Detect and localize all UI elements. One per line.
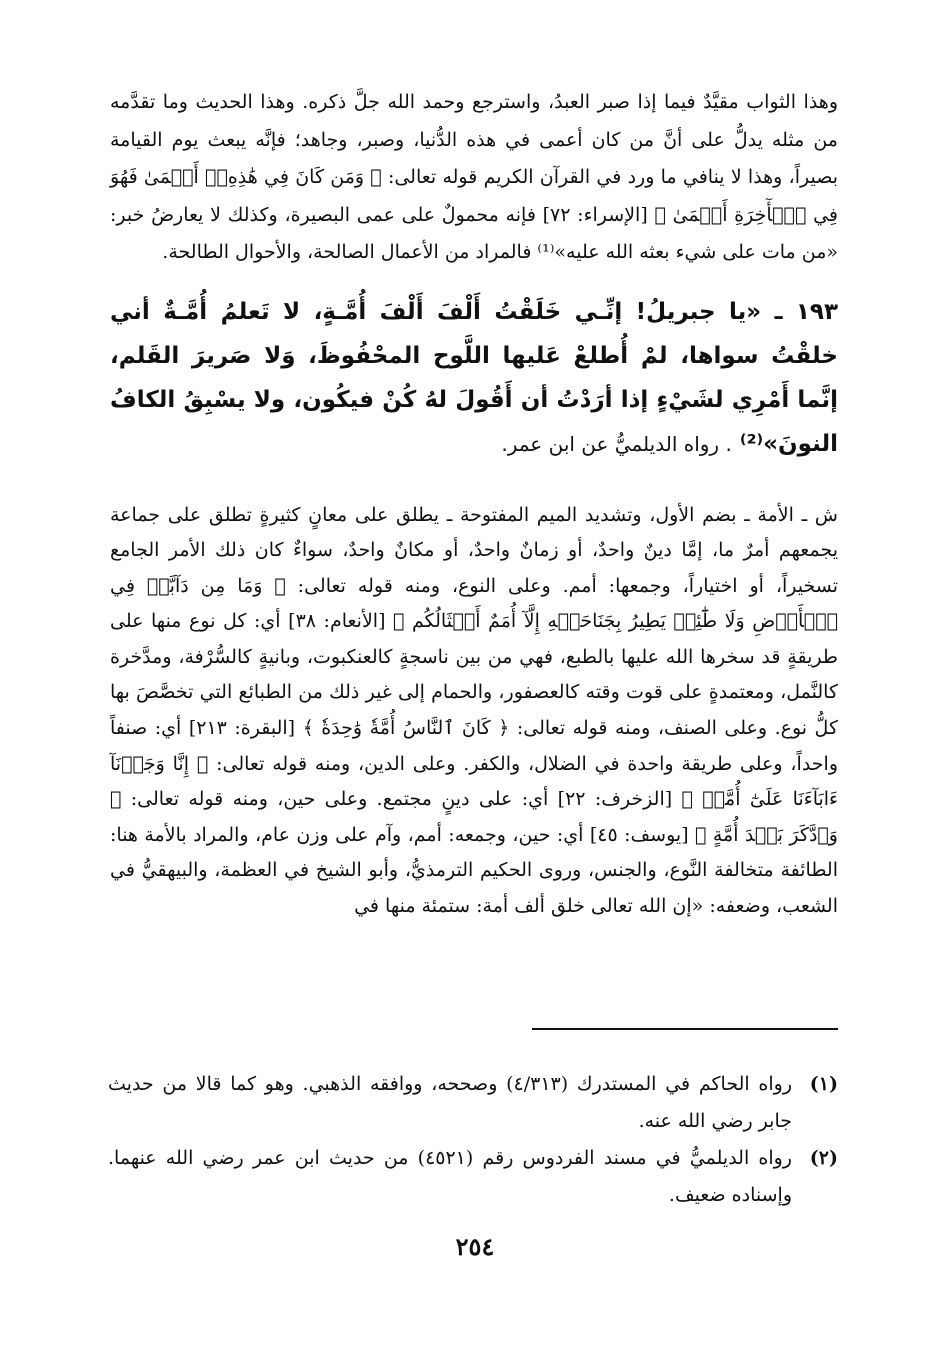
footnote-number: (٢) [809, 1147, 838, 1169]
footnotes [108, 1066, 838, 1214]
page-number: ٢٥٤ [455, 1232, 495, 1261]
intro-paragraph: وهذا الثواب مقيَّدٌ فيما إذا صبر العبدُ، واسترجع وحمد الله جلَّ ذكره. وهذا الحديث وما تقدَّمه من مثله يدلُّ على أنَّ من كان أعمى في هذه الدُّنيا، وصبر، وجاهد؛ فإنَّه يبعث يوم القيامة بصيراً، وهذا لا ينافي ما ورد في القرآن الكريم قوله تعالى: ﴿ وَمَن كَانَ فِي هَٰذِهِۦٓ أَعۡمَىٰ فَهُوَ فِي ٱلۡأٓخِرَةِ أَعۡمَىٰ ﴾ [الإسراء: ٧٢] فإنه محمولٌ على عمى البصيرة، وكذلك لا يعارضُ خبر: «من مات على شيء بعثه الله عليه»⁽¹⁾ فالمراد من الأعمال الصالحة، والأحوال الطالحة. [110, 91, 838, 263]
footnote-text: رواه الحاكم في المستدرك (٤/٣١٣) وصححه، ووافقه الذهبي. وهو كما قالا من حديث جابر رضي الله عنه. [108, 1073, 793, 1132]
footnote-divider [532, 1028, 838, 1030]
hadith-source: . رواه الديلميُّ عن ابن عمر. [501, 431, 732, 456]
page-body [110, 84, 838, 944]
commentary-paragraph: ش ـ الأمة ـ بضم الأول، وتشديد الميم المفتوحة ـ يطلق على معانٍ كثيرةٍ تطلق على جماعة يجمعهم أمرٌ ما، إمَّا دينٌ واحدٌ، أو زمانٌ واحدٌ، أو مكانٌ واحدٌ، سواءٌ كان ذلك الأمر الجامع تسخيراً، أو اختياراً، وجمعها: أمم. وعلى النوع، ومنه قوله تعالى: ﴿ وَمَا مِن دَآبَّةٖ فِي ٱلۡأَرۡضِ وَلَا طَٰٓئِرٖ يَطِيرُ بِجَنَاحَيۡهِ إِلَّآ أُمَمٌ أَمۡثَالُكُم ﴾ [الأنعام: ٣٨] أي: كل نوع منها على طريقةٍ قد سخرها الله عليها بالطبع، فهي من بين ناسجةٍ كالعنكبوت، وبانيةٍ كالسُّرْفة، ومدَّخرة كالنَّمل، ومعتمدةٍ على قوت وقته كالعصفور، والحمام إلى غير ذلك من الطبائع التي تخصَّصَ بها كلُّ نوع. وعلى الصنف، ومنه قوله تعالى: ﴿ كَانَ ٱلنَّاسُ أُمَّةٗ وَٰحِدَةٗ ﴾ [البقرة: ٢١٣] أي: صنفاً واحداً، وعلى طريقة واحدة في الضلال، والكفر. وعلى الدين، ومنه قوله تعالى: ﴿ إِنَّا وَجَدۡنَآ ءَابَآءَنَا عَلَىٰٓ أُمَّةٖ ﴾ [الزخرف: ٢٢] أي: على دينٍ مجتمع. وعلى حين، ومنه قوله تعالى: ﴿ وَٱدَّكَرَ بَعۡدَ أُمَّةٍ ﴾ [يوسف: ٤٥] أي: حين، وجمعه: أمم، وآم على وزن عام، والمراد بالأمة هنا: الطائفة متخالفة النَّوع، والجنس، وروى الحكيم الترمذيُّ، وأبو الشيخ في العظمة، والبيهقيُّ في الشعب، وضعفه: «إن الله تعالى خلق ألف أمة: ستمئة منها في [110, 503, 838, 918]
hadith-block [110, 290, 838, 466]
footnote-text: رواه الديلميُّ في مسند الفردوس رقم (٤٥٢١) من حديث ابن عمر رضي الله عنهما. وإسناده ضعيف. [108, 1147, 792, 1206]
footnote-2 [108, 1140, 838, 1214]
footnote-number: (١) [809, 1073, 838, 1095]
hadith-text: ١٩٣ ـ «يا جبريلُ! إنِّـي خَلَقْتُ أَلْفَ أَلْفَ أُمَّـةٍ، لا تَعلمُ أُمَّـةٌ أني خلقْتُ سواها، لمْ أُطلعْ عَليها اللَّوح المحْفُوظَ، وَلا صَريرَ القَلم، إنَّما أَمْرِي لشَيْءٍ إذا أرَدْتُ أن أَقُولَ لهُ كُنْ فيكُون، ولا يسْبِقُ الكافُ النونَ»⁽²⁾ [110, 298, 838, 457]
footnote-1 [108, 1066, 838, 1140]
